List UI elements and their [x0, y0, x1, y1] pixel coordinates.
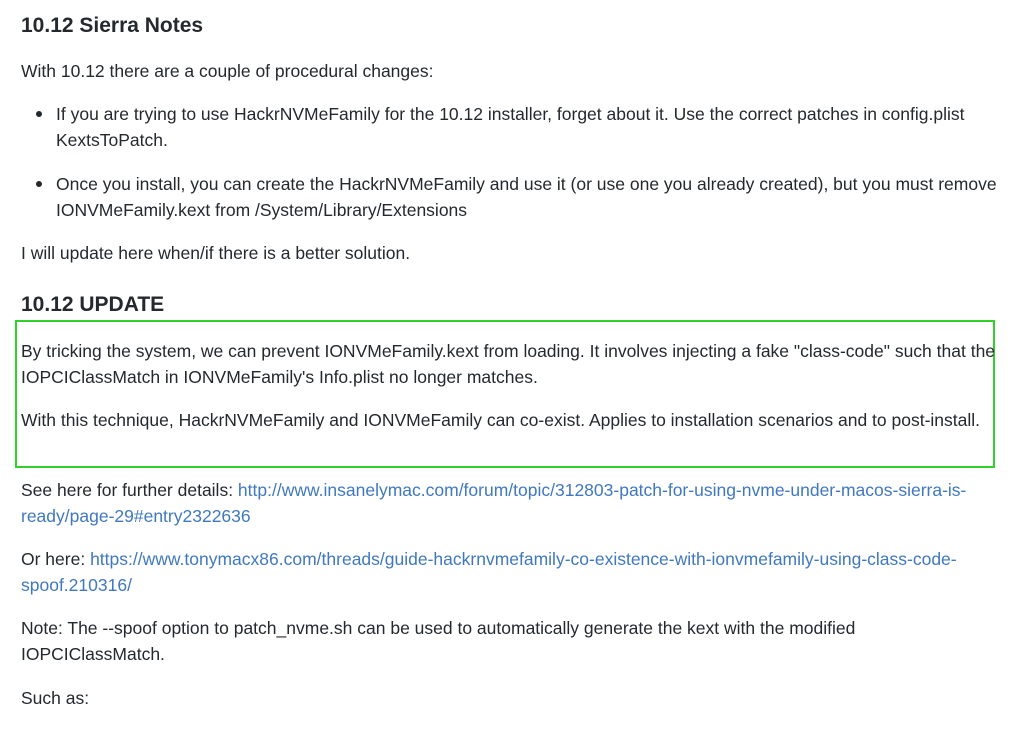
such-as-paragraph: Such as: — [21, 688, 90, 708]
intro-paragraph: With 10.12 there are a couple of procedural changes: — [21, 61, 434, 81]
list-item: Once you install, you can create the HackrNVMeFamily and use it (or use one you already created), but you must remove IONVMeFamily.kext from /System/Library/Extensions — [56, 171, 1001, 223]
sierra-notes-list — [21, 101, 1001, 223]
or-here-paragraph — [21, 546, 996, 598]
heading-sierra-notes: 10.12 Sierra Notes — [21, 14, 204, 37]
list-item: If you are trying to use HackrNVMeFamily for the 10.12 installer, forget about it. Use the correct patches in config.plist KextsToPatch. — [56, 101, 1001, 153]
heading-update: 10.12 UPDATE — [21, 293, 165, 316]
see-here-label: See here for further details: — [21, 480, 238, 500]
update-note-paragraph: I will update here when/if there is a better solution. — [21, 243, 411, 263]
see-here-paragraph — [21, 477, 996, 529]
trick-paragraph: By tricking the system, we can prevent IONVMeFamily.kext from loading. It involves injecting a fake "class-code" such that the IOPCIClassMatch in IONVMeFamily's Info.plist no longer matches. — [21, 341, 996, 387]
or-here-label: Or here: — [21, 549, 91, 569]
insanelymac-link[interactable]: http://www.insanelymac.com/forum/topic/312803-patch-for-using-nvme-under-macos-sierra-is-ready/page-29#entry2322636 — [21, 480, 967, 526]
note-paragraph: Note: The --spoof option to patch_nvme.sh can be used to automatically generate the kext with the modified IOPCIClassMatch. — [21, 618, 856, 664]
tonymacx86-link[interactable]: https://www.tonymacx86.com/threads/guide-hackrnvmefamily-co-existence-with-ionvmefamily-using-class-code-spoof.210316/ — [21, 549, 957, 595]
coexist-paragraph: With this technique, HackrNVMeFamily and IONVMeFamily can co-exist. Applies to installation scenarios and to post-install. — [21, 410, 981, 430]
